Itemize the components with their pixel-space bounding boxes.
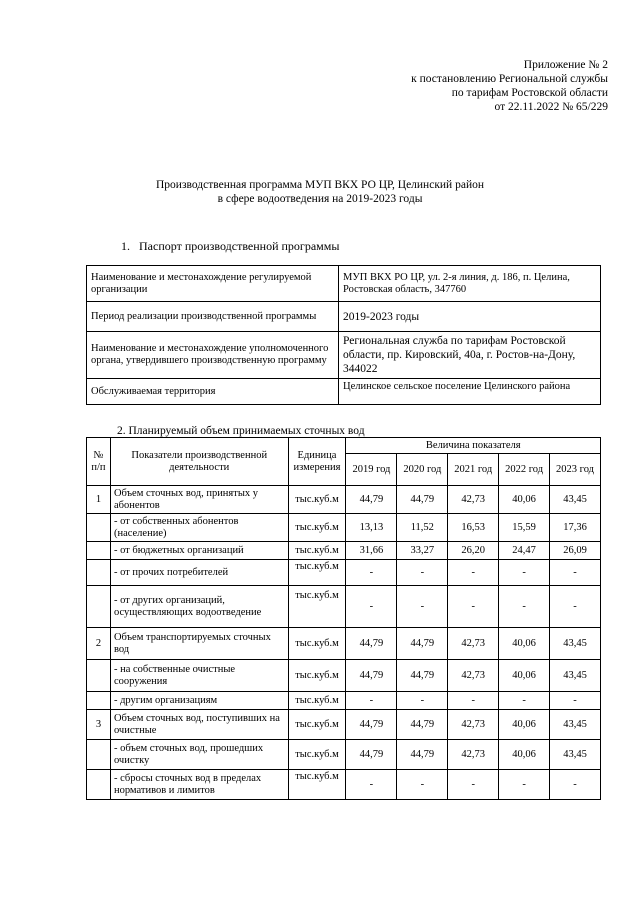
table-header-row bbox=[87, 438, 601, 454]
row-value: 17,36 bbox=[550, 514, 601, 542]
row-value: 40,06 bbox=[499, 660, 550, 692]
row-value: - bbox=[499, 692, 550, 710]
table-row bbox=[87, 266, 601, 302]
row-value: 26,09 bbox=[550, 542, 601, 560]
appendix-line: по тарифам Ростовской области bbox=[451, 87, 608, 99]
row-value: - bbox=[448, 560, 499, 586]
row-indicator: - сбросы сточных вод в пределах нормативов и лимитов bbox=[110, 770, 288, 800]
row-num bbox=[87, 586, 111, 628]
row-num bbox=[87, 514, 111, 542]
header-value-group: Величина показателя bbox=[346, 438, 601, 454]
table-row bbox=[87, 486, 601, 514]
row-value: 44,79 bbox=[397, 486, 448, 514]
row-indicator: - от собственных абонентов (население) bbox=[110, 514, 288, 542]
row-value: - bbox=[550, 586, 601, 628]
passport-label: Наименование и местонахождение уполномоченного органа, утвердившего производственную программу bbox=[87, 332, 339, 379]
table-row bbox=[87, 660, 601, 692]
row-indicator: - от бюджетных организаций bbox=[110, 542, 288, 560]
row-value: - bbox=[397, 692, 448, 710]
document-title bbox=[0, 178, 640, 206]
passport-label: Период реализации производственной программы bbox=[87, 302, 339, 332]
table-row bbox=[87, 302, 601, 332]
passport-label: Наименование и местонахождение регулируемой организации bbox=[87, 266, 339, 302]
title-line: Производственная программа МУП ВКХ РО ЦР, Целинский район bbox=[155, 179, 485, 191]
passport-table bbox=[86, 265, 601, 405]
row-value: 13,13 bbox=[346, 514, 397, 542]
row-indicator: - на собственные очистные сооружения bbox=[110, 660, 288, 692]
row-value: - bbox=[499, 560, 550, 586]
row-value: 40,06 bbox=[499, 740, 550, 770]
section-heading-passport: 1. Паспорт производственной программы bbox=[121, 239, 340, 253]
row-indicator: - от прочих потребителей bbox=[110, 560, 288, 586]
row-indicator: - от других организаций, осуществляющих водоотведение bbox=[110, 586, 288, 628]
row-value: 44,79 bbox=[397, 660, 448, 692]
row-value: - bbox=[448, 692, 499, 710]
row-value: 33,27 bbox=[397, 542, 448, 560]
header-unit: Единица измерения bbox=[288, 438, 346, 486]
row-indicator: Объем сточных вод, поступивших на очистные bbox=[110, 710, 288, 740]
row-value: 42,73 bbox=[448, 660, 499, 692]
header-num: № п/п bbox=[87, 438, 111, 486]
row-unit: тыс.куб.м bbox=[288, 660, 346, 692]
table-row bbox=[87, 514, 601, 542]
table-row bbox=[87, 542, 601, 560]
row-value: - bbox=[448, 770, 499, 800]
row-value: 42,73 bbox=[448, 628, 499, 660]
row-value: 40,06 bbox=[499, 628, 550, 660]
row-unit: тыс.куб.м bbox=[288, 628, 346, 660]
row-num bbox=[87, 560, 111, 586]
passport-value: МУП ВКХ РО ЦР, ул. 2-я линия, д. 186, п. Целина, Ростовская область, 347760 bbox=[339, 266, 601, 302]
row-num bbox=[87, 660, 111, 692]
row-value: - bbox=[397, 560, 448, 586]
row-value: 44,79 bbox=[346, 740, 397, 770]
row-num bbox=[87, 770, 111, 800]
row-indicator: Объем транспортируемых сточных вод bbox=[110, 628, 288, 660]
row-unit: тыс.куб.м bbox=[288, 692, 346, 710]
row-value: 44,79 bbox=[346, 710, 397, 740]
row-unit: тыс.куб.м bbox=[288, 514, 346, 542]
row-value: - bbox=[550, 692, 601, 710]
row-value: - bbox=[346, 692, 397, 710]
row-num bbox=[87, 542, 111, 560]
row-value: - bbox=[550, 770, 601, 800]
passport-label: Обслуживаемая территория bbox=[87, 379, 339, 405]
row-value: 43,45 bbox=[550, 660, 601, 692]
row-value: 44,79 bbox=[397, 740, 448, 770]
header-year: 2021 год bbox=[448, 454, 499, 486]
table-row bbox=[87, 560, 601, 586]
row-num bbox=[87, 740, 111, 770]
row-value: 31,66 bbox=[346, 542, 397, 560]
row-value: 44,79 bbox=[346, 628, 397, 660]
appendix-line: к постановлению Региональной службы bbox=[411, 73, 608, 85]
appendix-header bbox=[411, 58, 608, 114]
passport-value: Региональная служба по тарифам Ростовской области, пр. Кировский, 40а, г. Ростов-на-Дону, 344022 bbox=[339, 332, 601, 379]
header-year: 2020 год bbox=[397, 454, 448, 486]
passport-value: 2019-2023 годы bbox=[339, 302, 601, 332]
row-value: 42,73 bbox=[448, 486, 499, 514]
section-heading-plan: 2. Планируемый объем принимаемых сточных вод bbox=[117, 425, 365, 437]
table-row bbox=[87, 740, 601, 770]
row-unit: тыс.куб.м bbox=[288, 586, 346, 628]
row-num bbox=[87, 692, 111, 710]
header-year: 2019 год bbox=[346, 454, 397, 486]
row-value: 44,79 bbox=[346, 486, 397, 514]
table-row bbox=[87, 692, 601, 710]
row-value: 44,79 bbox=[346, 660, 397, 692]
header-year: 2023 год bbox=[550, 454, 601, 486]
row-value: 26,20 bbox=[448, 542, 499, 560]
row-value: - bbox=[346, 560, 397, 586]
row-value: 43,45 bbox=[550, 740, 601, 770]
row-value: 44,79 bbox=[397, 710, 448, 740]
row-unit: тыс.куб.м bbox=[288, 740, 346, 770]
row-value: 43,45 bbox=[550, 710, 601, 740]
row-unit: тыс.куб.м bbox=[288, 542, 346, 560]
appendix-line: от 22.11.2022 № 65/229 bbox=[494, 101, 608, 113]
row-num: 3 bbox=[87, 710, 111, 740]
row-unit: тыс.куб.м bbox=[288, 560, 346, 586]
row-value: 43,45 bbox=[550, 486, 601, 514]
row-value: 40,06 bbox=[499, 486, 550, 514]
header-year: 2022 год bbox=[499, 454, 550, 486]
row-value: 40,06 bbox=[499, 710, 550, 740]
header-indicator: Показатели производственной деятельности bbox=[110, 438, 288, 486]
passport-value: Целинское сельское поселение Целинского района bbox=[339, 379, 601, 405]
row-value: 15,59 bbox=[499, 514, 550, 542]
row-num: 2 bbox=[87, 628, 111, 660]
row-unit: тыс.куб.м bbox=[288, 770, 346, 800]
row-indicator: Объем сточных вод, принятых у абонентов bbox=[110, 486, 288, 514]
row-value: - bbox=[448, 586, 499, 628]
plan-table bbox=[86, 437, 601, 800]
row-unit: тыс.куб.м bbox=[288, 710, 346, 740]
row-value: 42,73 bbox=[448, 710, 499, 740]
row-value: 42,73 bbox=[448, 740, 499, 770]
row-value: 11,52 bbox=[397, 514, 448, 542]
table-row bbox=[87, 770, 601, 800]
row-num: 1 bbox=[87, 486, 111, 514]
row-value: - bbox=[397, 586, 448, 628]
row-value: 44,79 bbox=[397, 628, 448, 660]
row-value: - bbox=[499, 770, 550, 800]
row-value: 16,53 bbox=[448, 514, 499, 542]
row-indicator: - другим организациям bbox=[110, 692, 288, 710]
appendix-line: Приложение № 2 bbox=[523, 59, 608, 71]
row-value: 43,45 bbox=[550, 628, 601, 660]
row-value: - bbox=[397, 770, 448, 800]
row-value: 24,47 bbox=[499, 542, 550, 560]
table-row bbox=[87, 332, 601, 379]
row-unit: тыс.куб.м bbox=[288, 486, 346, 514]
row-value: - bbox=[346, 586, 397, 628]
title-line: в сфере водоотведения на 2019-2023 годы bbox=[217, 193, 423, 205]
row-value: - bbox=[499, 586, 550, 628]
row-value: - bbox=[550, 560, 601, 586]
table-row bbox=[87, 586, 601, 628]
row-value: - bbox=[346, 770, 397, 800]
table-row bbox=[87, 710, 601, 740]
table-row bbox=[87, 379, 601, 405]
row-indicator: - объем сточных вод, прошедших очистку bbox=[110, 740, 288, 770]
table-row bbox=[87, 628, 601, 660]
